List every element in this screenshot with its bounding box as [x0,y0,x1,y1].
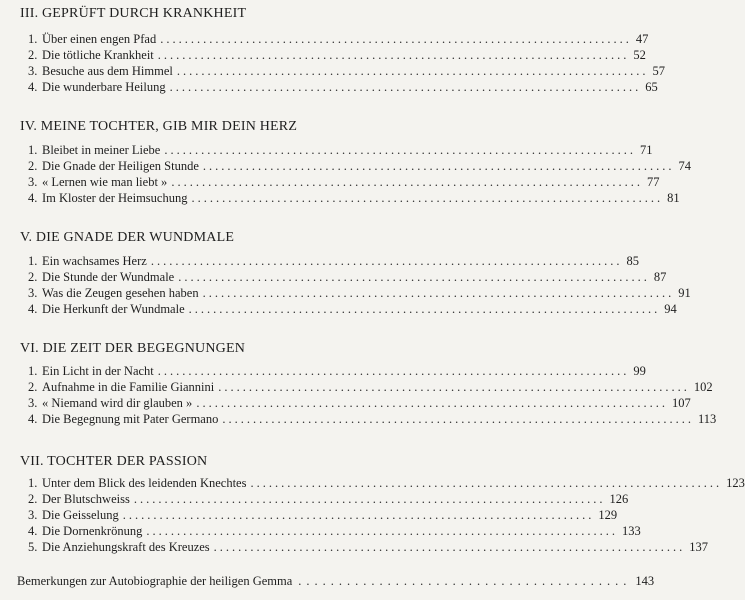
entry-page: 129 [598,508,618,522]
entry-page: 81 [667,191,680,205]
entry-page: 137 [689,540,709,554]
toc-entry[interactable] [28,492,629,508]
entry-title: Die wunderbare Heilung [42,80,166,94]
toc-entry[interactable] [28,48,646,64]
dot-leader: ............................................................................. [188,302,661,316]
footer-entry[interactable] [17,574,655,590]
entry-title: Die Stunde der Wundmale [42,270,175,284]
dot-leader: ............................................................................. [191,191,664,205]
toc-entry[interactable] [28,64,665,80]
dot-leader: ............................................................................. [171,175,643,189]
entry-number: 3. [28,286,38,300]
toc-entry[interactable] [28,286,691,302]
dot-leader: ............................................................................. [202,286,675,300]
entry-title: « Niemand wird dir glauben » [42,396,193,410]
entry-title: Die Anziehungskraft des Kreuzes [42,540,210,554]
dot-leader: ............................................................................. [222,412,694,426]
entry-number: 3. [28,396,38,410]
entry-title: Unter dem Blick des leidenden Knechtes [42,476,247,490]
entry-page: 107 [671,396,691,410]
section-title: V. DIE GNADE DER WUNDMALE [20,230,235,245]
entry-page: 94 [664,302,677,316]
entry-page: 47 [635,32,649,46]
entry-title: Über einen engen Pfad [42,32,157,46]
entry-title: Ein wachsames Herz [42,254,147,268]
dot-leader: ............................................................................. [169,80,642,94]
entry-title: Die tötliche Krankheit [42,48,154,62]
section-title: VII. TOCHTER DER PASSION [20,454,208,469]
toc-entry[interactable] [28,396,691,412]
entry-title: « Lernen wie man liebt » [42,175,168,189]
toc-entry[interactable] [28,412,717,428]
entry-number: 2. [28,159,38,173]
entry-number: 2. [28,48,38,62]
dot-leader: ............................................................................. [160,32,632,46]
entry-page: 57 [652,64,665,78]
entry-page: 85 [626,254,639,268]
toc-entry[interactable] [28,143,653,159]
toc-entry[interactable] [28,540,709,556]
entry-number: 2. [28,270,38,284]
toc-entry[interactable] [28,254,639,270]
entry-number: 2. [28,492,38,506]
toc-entry[interactable] [28,159,692,175]
entry-page: 99 [633,364,646,378]
entry-title: Aufnahme in die Familie Giannini [42,380,215,394]
entry-title: Die Begegnung mit Pater Germano [42,412,219,426]
footer-title: Bemerkungen zur Autobiographie der heiligen Gemma [17,574,293,588]
entry-page: 123 [726,476,745,490]
entry-title: Die Dornenkrönung [42,524,143,538]
entry-number: 5. [28,540,38,554]
entry-number: 4. [28,191,38,205]
toc-entry[interactable] [28,364,646,380]
section-title: VI. DIE ZEIT DER BEGEGNUNGEN [20,341,246,356]
entry-title: Besuche aus dem Himmel [42,64,173,78]
entry-page: 133 [621,524,641,538]
entry-page: 102 [693,380,713,394]
entry-page: 91 [678,286,691,300]
toc-entry[interactable] [28,175,660,191]
section-title: IV. MEINE TOCHTER, GIB MIR DEIN HERZ [20,119,298,134]
entry-title: Ein Licht in der Nacht [42,364,154,378]
entry-page: 65 [645,80,658,94]
dot-leader: ............................................................................. [157,364,630,378]
dot-leader: ............................................................................. [146,524,618,538]
entry-page: 77 [646,175,660,189]
entry-page: 74 [678,159,692,173]
toc-entry[interactable] [28,524,641,540]
entry-number: 1. [28,364,38,378]
toc-entry[interactable] [28,191,680,207]
entry-title: Die Herkunft der Wundmale [42,302,185,316]
entry-title: Die Geisselung [42,508,119,522]
entry-number: 4. [28,302,38,316]
dot-leader: ............................................................................. [176,64,649,78]
entry-number: 1. [28,143,38,157]
toc-entry[interactable] [28,32,649,48]
entry-title: Der Blutschweiss [42,492,130,506]
entry-number: 1. [28,476,38,490]
entry-title: Im Kloster der Heimsuchung [42,191,188,205]
entry-page: 87 [653,270,667,284]
entry-number: 3. [28,64,38,78]
entry-title: Bleibet in meiner Liebe [42,143,161,157]
dot-leader: ............................................................................. [133,492,606,506]
entry-number: 4. [28,80,38,94]
entry-number: 2. [28,380,38,394]
toc-entry[interactable] [28,476,745,492]
entry-number: 3. [28,175,38,189]
entry-number: 4. [28,524,38,538]
entry-title: Die Gnade der Heiligen Stunde [42,159,199,173]
dot-leader: ............................................................................. [213,540,686,554]
entry-title: Was die Zeugen gesehen haben [42,286,199,300]
dot-leader: ............................................................................. [196,396,668,410]
dot-leader: ............................................................................. [250,476,723,490]
dot-leader: ......................................... [298,574,632,588]
entry-page: 52 [633,48,646,62]
footer-page: 143 [635,574,655,588]
entry-number: 3. [28,508,38,522]
entry-page: 113 [697,412,717,426]
dot-leader: ............................................................................. [202,159,675,173]
toc-entry[interactable] [28,80,658,96]
dot-leader: ............................................................................. [218,380,690,394]
section-title: III. GEPRÜFT DURCH KRANKHEIT [20,6,247,21]
entry-page: 71 [639,143,653,157]
toc-entry[interactable] [28,380,713,396]
dot-leader: ............................................................................. [157,48,630,62]
toc-entry[interactable] [28,270,667,286]
entry-number: 1. [28,254,38,268]
toc-entry[interactable] [28,508,618,524]
dot-leader: ............................................................................. [164,143,636,157]
entry-number: 4. [28,412,38,426]
dot-leader: ............................................................................. [122,508,595,522]
dot-leader: ............................................................................. [178,270,650,284]
entry-number: 1. [28,32,38,46]
toc-entry[interactable] [28,302,677,318]
entry-page: 126 [609,492,629,506]
dot-leader: ............................................................................. [150,254,623,268]
